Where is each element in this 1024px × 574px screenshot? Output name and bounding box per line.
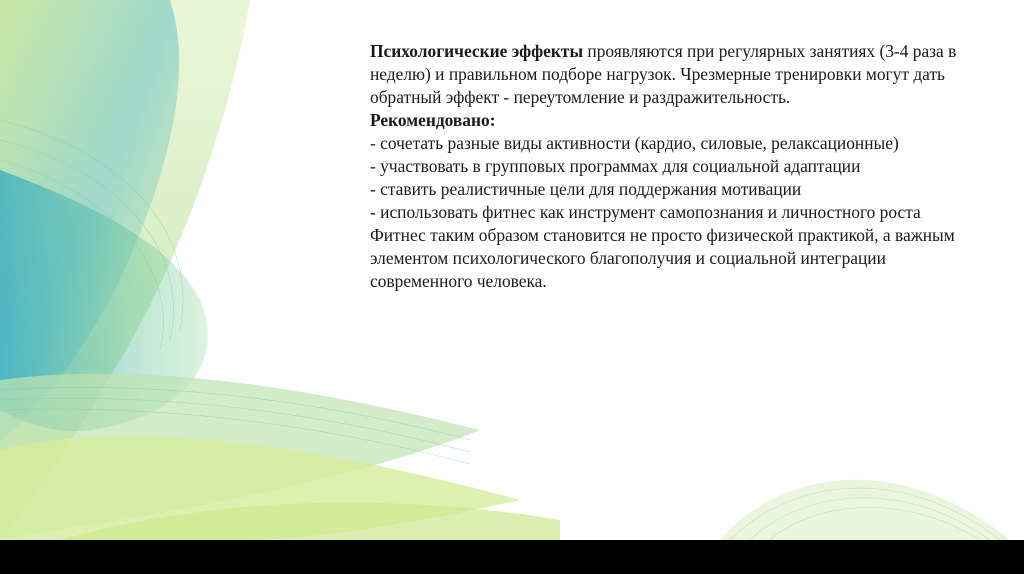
recommendation-item: - сочетать разные виды активности (кардио, силовые, релаксационные) — [370, 133, 899, 153]
conclusion-paragraph: Фитнес таким образом становится не просто физической практикой, а важным элементом психологического благополучия и социальной интеграции современного человека. — [370, 225, 955, 291]
main-text-block — [370, 40, 970, 293]
intro-bold-term: Психологические эффекты — [370, 41, 584, 61]
recommendation-item: - ставить реалистичные цели для поддержания мотивации — [370, 179, 802, 199]
bottom-bar — [0, 540, 1024, 574]
recommended-heading: Рекомендовано: — [370, 110, 496, 130]
intro-text: проявляются при регулярных занятиях (3-4 раза в неделю) и правильном подборе нагрузок. Чрезмерные тренировки могут дать обратный эффект - переутомление и раздражительность. — [370, 41, 957, 107]
recommendation-item: - использовать фитнес как инструмент самопознания и личностного роста — [370, 202, 921, 222]
intro-paragraph — [370, 40, 970, 109]
recommendation-item: - участвовать в групповых программах для социальной адаптации — [370, 156, 861, 176]
